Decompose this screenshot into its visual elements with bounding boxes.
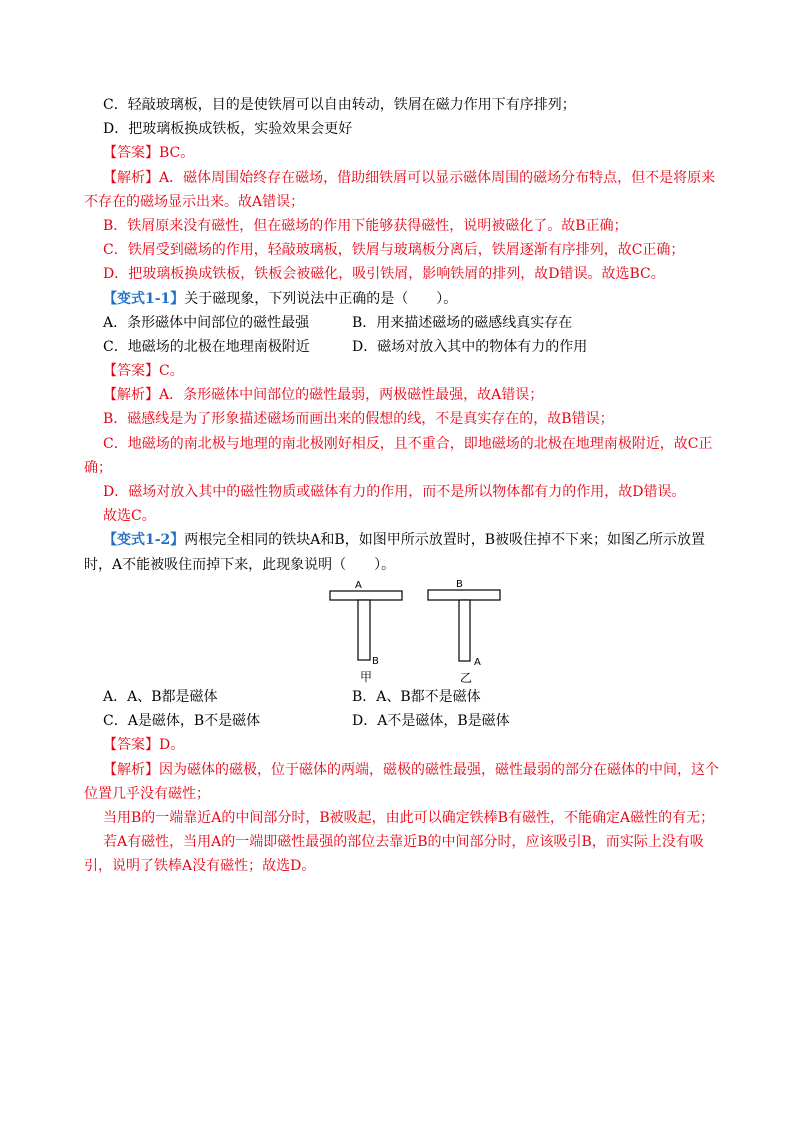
variant-1-1-stem: 关于磁现象，下列说法中正确的是（ ）。 (184, 290, 458, 307)
variant-1-2-analysis-line: 【解析】因为磁体的磁极，位于磁体的两端，磁极的磁性最强，磁性最弱的部分在磁体的中间，这个 (103, 761, 719, 778)
left-bottom-label: B (372, 656, 379, 667)
variant-1-1-analysis-line: 故选C。 (103, 508, 156, 525)
q1-option-d: D．把玻璃板换成铁板，实验效果会更好 (103, 121, 353, 138)
variant-1-2-option-c: C．A是磁体，B不是磁体 (103, 713, 261, 730)
variant-1-1-answer: 【答案】C。 (103, 363, 184, 380)
right-bottom-label: A (474, 657, 481, 668)
variant-1-1-analysis-line: 确； (84, 459, 112, 476)
q1-answer: 【答案】BC。 (103, 145, 195, 162)
variant-1-1-analysis-line: B．磁感线是为了形象描述磁场而画出来的假想的线，不是真实存在的，故B错误； (103, 411, 614, 428)
figure-right-yi (428, 579, 500, 685)
left-plate (330, 591, 402, 600)
variant-1-2-answer: 【答案】D。 (103, 737, 185, 754)
variant-1-1-stem-line (84, 287, 744, 311)
variant-1-2-stem-line: 时，A不能被吸住而掉下来，此现象说明（ ）。 (84, 556, 396, 573)
variant-1-1-option-a: A．条形磁体中间部位的磁性最强 (103, 314, 310, 331)
variant-1-2-tag: 【变式1-2】 (103, 532, 185, 549)
right-top-label: B (456, 579, 463, 590)
q1-analysis-line: D．把玻璃板换成铁板，铁板会被磁化，吸引铁屑，影响铁屑的排列，故D错误。故选BC。 (103, 266, 665, 283)
q1-analysis-line: C．铁屑受到磁场的作用，轻敲玻璃板，铁屑与玻璃板分离后，铁屑逐渐有序排列，故C正确； (103, 242, 685, 259)
variant-1-2-stem-line (84, 528, 744, 552)
variant-1-2-option-b: B．A、B都不是磁体 (352, 689, 481, 705)
variant-1-2-analysis-line: 若A有磁性，当用A的一端即磁性最强的部位去靠近B的中间部分时，应该吸引B，而实际上没有吸 (103, 834, 704, 851)
variant-1-1-option-b: B．用来描述磁场的磁感线真实存在 (352, 314, 573, 331)
variant-1-1-analysis-line: C．地磁场的南北极与地理的南北极刚好相反，且不重合，即地磁场的北极在地理南极附近，故C正 (103, 435, 713, 452)
variant-1-1-option-c: C．地磁场的北极在地理南极附近 (103, 338, 310, 355)
q1-analysis-line: B．铁屑原来没有磁性，但在磁场的作用下能够获得磁性，说明被磁化了。故B正确； (103, 217, 628, 234)
left-top-label: A (355, 580, 362, 591)
variant-1-2-option-a: A．A、B都是磁体 (103, 689, 218, 705)
variant-1-1-option-d: D．磁场对放入其中的物体有力的作用 (352, 338, 588, 355)
variant-1-2-analysis-line: 引，说明了铁棒A没有磁性；故选D。 (84, 858, 316, 875)
variant-1-1-options-row (84, 335, 744, 359)
text-block-lower (84, 685, 744, 879)
q1-analysis-line: 不存在的磁场显示出来。故A错误； (84, 193, 305, 210)
q1-option-c: C．轻敲玻璃板，目的是使铁屑可以自由转动，铁屑在磁力作用下有序排列； (103, 97, 576, 113)
variant-1-2-options-row (84, 709, 744, 733)
right-plate (428, 590, 500, 600)
right-caption: 乙 (460, 671, 473, 685)
figure-left-jia (330, 580, 402, 684)
right-bar (459, 600, 470, 661)
variant-1-1-options-row (84, 311, 744, 335)
text-block-upper (84, 93, 744, 577)
variant-1-2-stem: 两根完全相同的铁块A和B，如图甲所示放置时，B被吸住掉不下来；如图乙所示放置 (184, 532, 705, 549)
magnet-t-figure (320, 572, 510, 687)
variant-1-1-tag: 【变式1-1】 (103, 290, 185, 307)
variant-1-2-option-d: D．A不是磁体，B是磁体 (352, 713, 510, 730)
left-bar (358, 600, 370, 660)
variant-1-1-analysis-line: 【解析】A．条形磁体中间部位的磁性最弱，两极磁性最强，故A错误； (103, 387, 544, 404)
variant-1-2-options-row (84, 685, 744, 709)
variant-1-2-analysis-line: 当用B的一端靠近A的中间部分时，B被吸起，由此可以确定铁棒B有磁性，不能确定A磁性的有无； (103, 809, 715, 826)
variant-1-2-analysis-line: 位置几乎没有磁性； (84, 785, 210, 802)
q1-analysis-line: 【解析】A．磁体周围始终存在磁场，借助细铁屑可以显示磁体周围的磁场分布特点，但不是将原来 (103, 169, 716, 186)
left-caption: 甲 (360, 670, 373, 684)
variant-1-1-analysis-line: D．磁场对放入其中的磁性物质或磁体有力的作用，而不是所以物体都有力的作用，故D错误。 (103, 484, 686, 500)
